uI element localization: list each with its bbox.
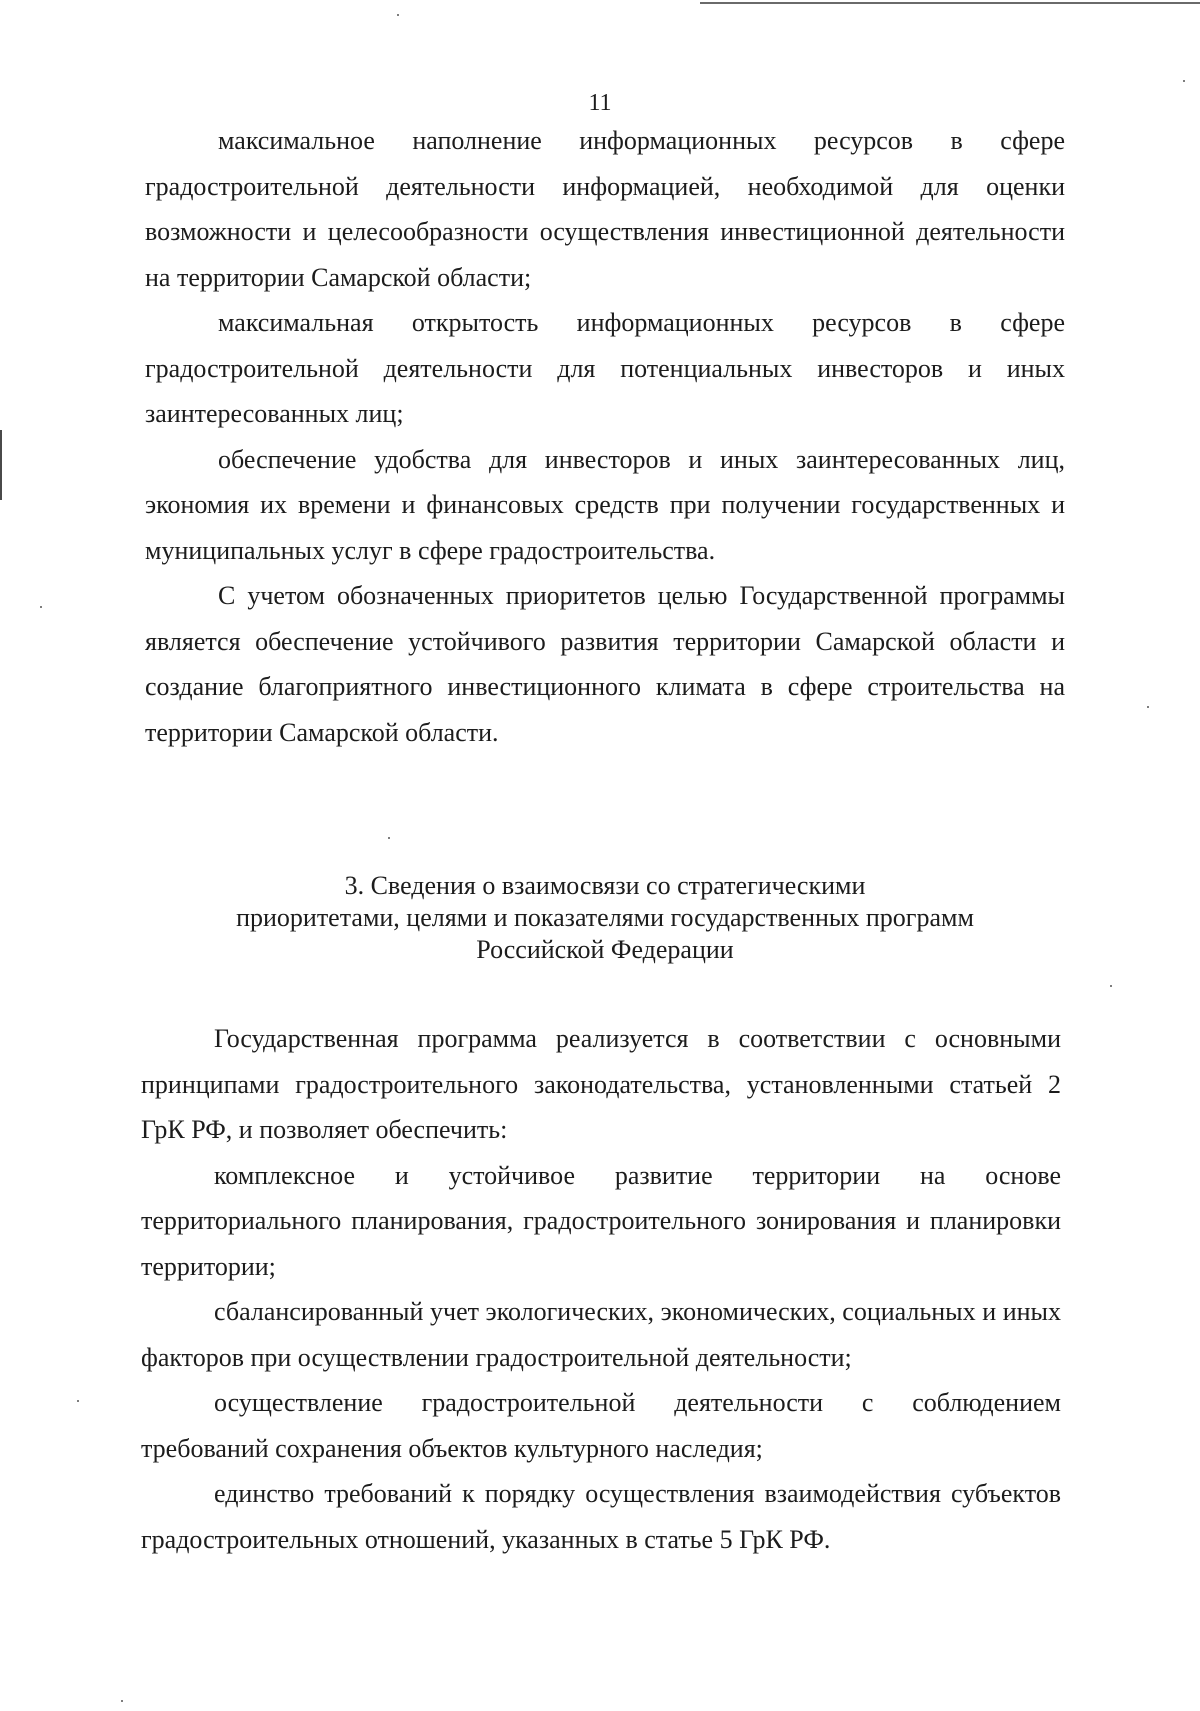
paragraph: единство требований к порядку осуществления взаимодействия субъектов градостроительных отношений, указанных в статье 5 ГрК РФ. xyxy=(141,1479,1061,1554)
scan-speck xyxy=(40,606,42,608)
scan-artifact-top-line xyxy=(700,2,1200,4)
section-heading-line: приоритетами, целями и показателями государственных программ xyxy=(236,903,974,932)
paragraph: Государственная программа реализуется в соответствии с основными принципами градостроительного законодательства, установленными статьей 2 ГрК РФ, и позволяет обеспечить: xyxy=(141,1024,1061,1144)
scan-speck xyxy=(388,837,390,839)
paragraph: С учетом обозначенных приоритетов целью Государственной программы является обеспечение устойчивого развития территории Самарской области и создание благоприятного инвестиционного климата в сфере строительства на территории Самарской области. xyxy=(145,581,1065,747)
section-heading-line: 3. Сведения о взаимосвязи со стратегическими xyxy=(344,871,866,900)
scan-speck xyxy=(1183,80,1185,82)
paragraph: сбалансированный учет экологических, экономических, социальных и иных факторов при осуществлении градостроительной деятельности; xyxy=(141,1297,1061,1372)
paragraph: обеспечение удобства для инвесторов и иных заинтересованных лиц, экономия их времени и финансовых средств при получении государственных и муниципальных услуг в сфере градостроительства. xyxy=(145,444,1065,565)
scan-artifact-left-line xyxy=(0,430,2,500)
scan-speck xyxy=(1110,985,1112,987)
paragraph: максимальная открытость информационных ресурсов в сфере градостроительной деятельности для потенциальных инвесторов и иных заинтересованных лиц; xyxy=(145,308,1065,428)
page-number: 11 xyxy=(588,90,612,116)
scan-speck xyxy=(121,1700,123,1702)
scan-speck xyxy=(1147,706,1149,708)
section-heading-line: Российской Федерации xyxy=(476,935,734,964)
scan-speck xyxy=(397,14,399,16)
scan-speck xyxy=(77,1400,79,1402)
text-block-priorities xyxy=(145,118,1065,755)
paragraph: максимальное наполнение информационных ресурсов в сфере градостроительной деятельности информацией, необходимой для оценки возможности и целесообразности осуществления инвестиционной деятельности на территории Самарской области; xyxy=(145,126,1065,292)
paragraph: осуществление градостроительной деятельности с соблюдением требований сохранения объектов культурного наследия; xyxy=(141,1388,1061,1463)
text-block-principles xyxy=(141,1016,1061,1562)
section-heading xyxy=(145,870,1065,966)
paragraph: комплексное и устойчивое развитие территории на основе территориального планирования, градостроительного зонирования и планировки территории; xyxy=(141,1160,1061,1281)
